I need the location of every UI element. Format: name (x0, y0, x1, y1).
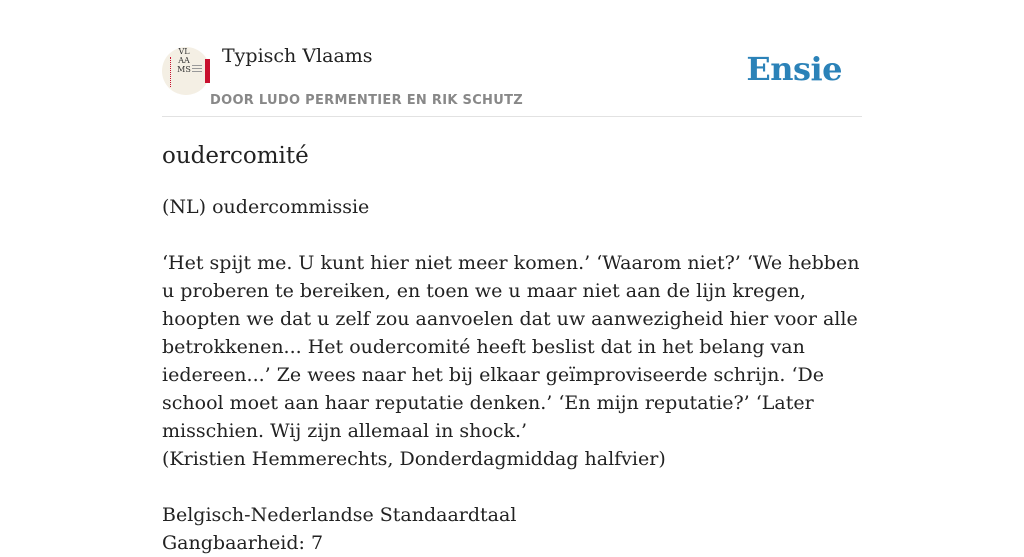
site-logo[interactable] (162, 47, 210, 95)
entry-content (162, 117, 862, 557)
page (162, 0, 862, 557)
brand-logo-link[interactable]: Ensie (746, 50, 842, 88)
entry-definition-text: (NL) oudercommissie ‘Het spijt me. U kunt hier niet meer komen.’ ‘Waarom niet?’ ‘We hebben u proberen te bereiken, en toen we u maar niet aan de lijn kregen, hoopten we dat u zelf zou aanvoelen dat uw aanwezigheid hier voor alle betrokkenen... Het oudercomité heeft beslist dat in het belang van iedereen...’ Ze wees naar het bij elkaar geïmproviseerde schrijn. ‘De school moet aan haar reputatie denken.’ ‘En mijn reputatie?’ ‘Later misschien. Wij zijn allemaal in shock.’ (Kristien Hemmerechts, Donderdagmiddag halfvier) Belgisch-Nederlandse Standaardtaal Gangbaarheid: 7 (162, 196, 860, 554)
logo-letters: VLAAMS (177, 47, 191, 74)
logo-dotted-line (170, 57, 173, 87)
author-byline: DOOR LUDO PERMENTIER EN RIK SCHUTZ (210, 93, 523, 108)
site-header (162, 0, 862, 117)
logo-small-text-lines (192, 65, 202, 66)
logo-red-bar (205, 59, 210, 83)
site-title[interactable]: Typisch Vlaams (222, 45, 373, 67)
entry-headword: oudercomité (162, 143, 309, 169)
